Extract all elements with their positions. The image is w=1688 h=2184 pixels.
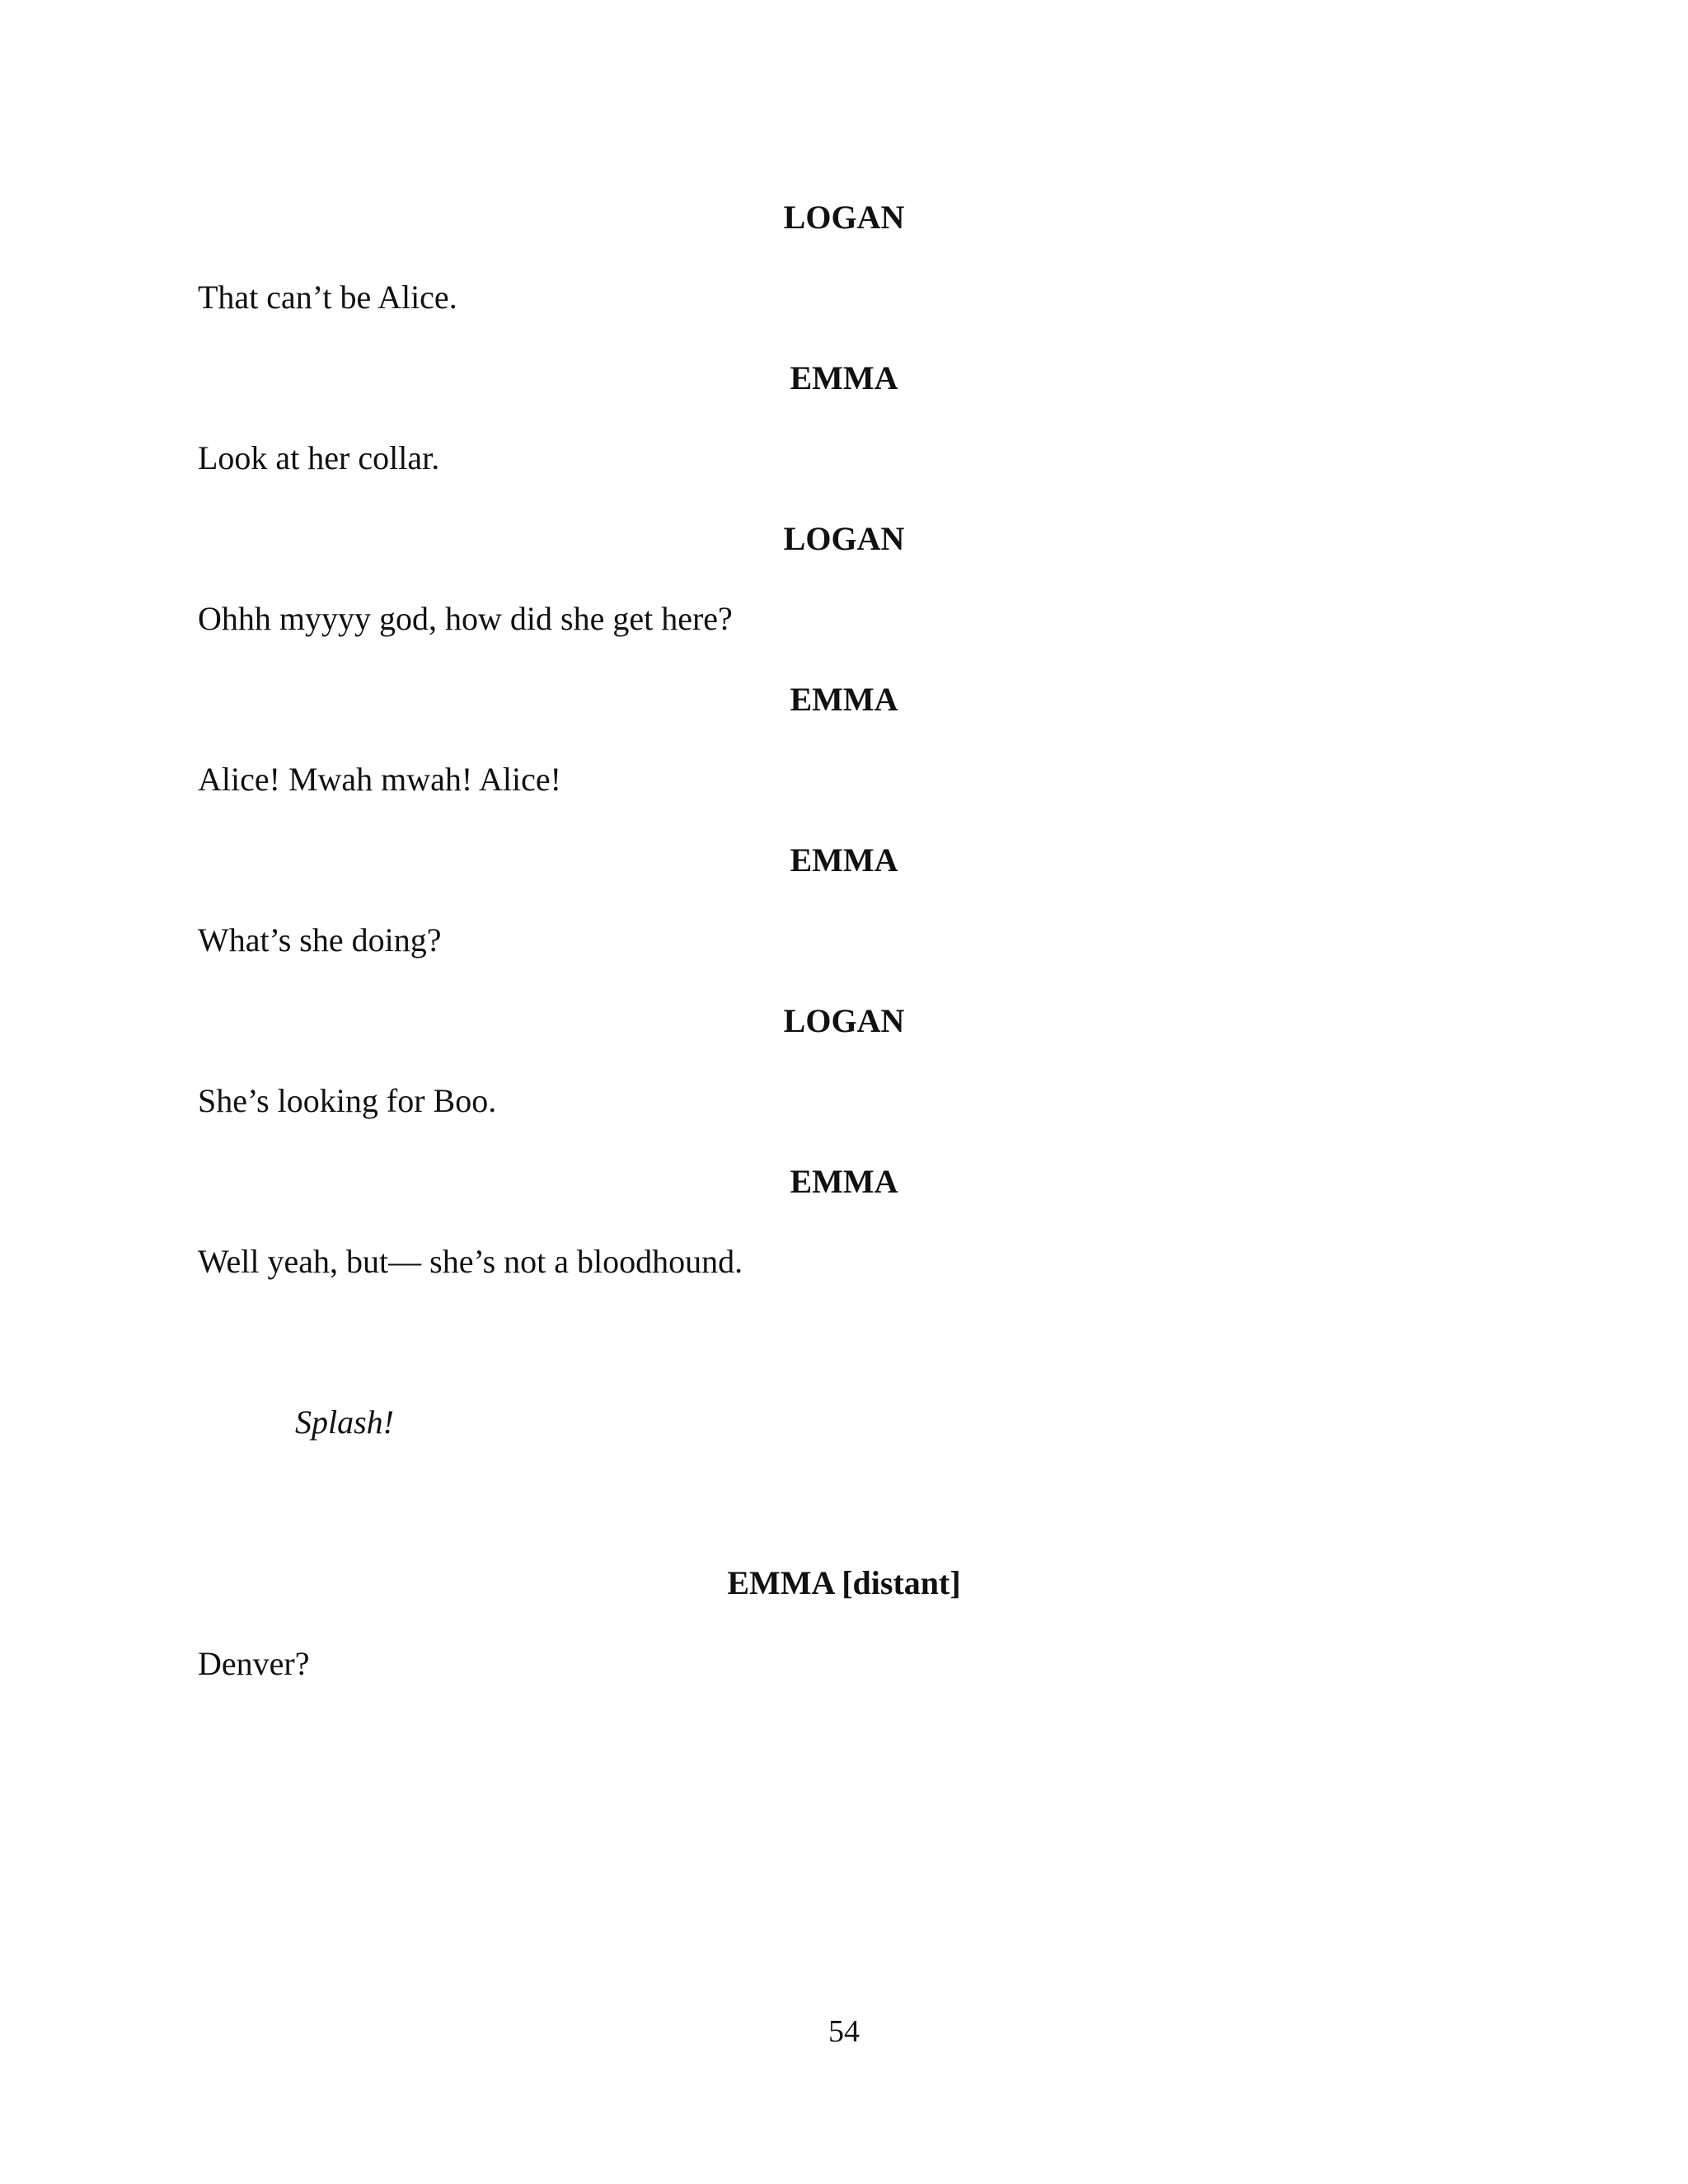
dialogue-line: What’s she doing? [198,921,442,958]
speaker-name: EMMA [790,1163,898,1200]
dialogue-line: Look at her collar. [198,439,440,476]
speaker-name: EMMA [790,681,898,718]
dialogue-line: Ohhh myyyy god, how did she get here? [198,600,733,637]
speaker-name: LOGAN [783,199,905,236]
speaker-name: LOGAN [783,520,905,557]
dialogue-line: Alice! Mwah mwah! Alice! [198,761,561,798]
dialogue-line: That can’t be Alice. [198,279,457,316]
speaker-name: EMMA [790,841,898,879]
stage-direction: Splash! [295,1404,394,1441]
dialogue-line: Well yeah, but— she’s not a bloodhound. [198,1243,743,1280]
page-number: 54 [828,2014,860,2049]
speaker-name: EMMA [790,359,898,396]
speaker-name: LOGAN [783,1002,905,1039]
speaker-name: EMMA [distant] [727,1564,961,1601]
dialogue-line: She’s looking for Boo. [198,1082,497,1119]
dialogue-line: Denver? [198,1645,310,1682]
